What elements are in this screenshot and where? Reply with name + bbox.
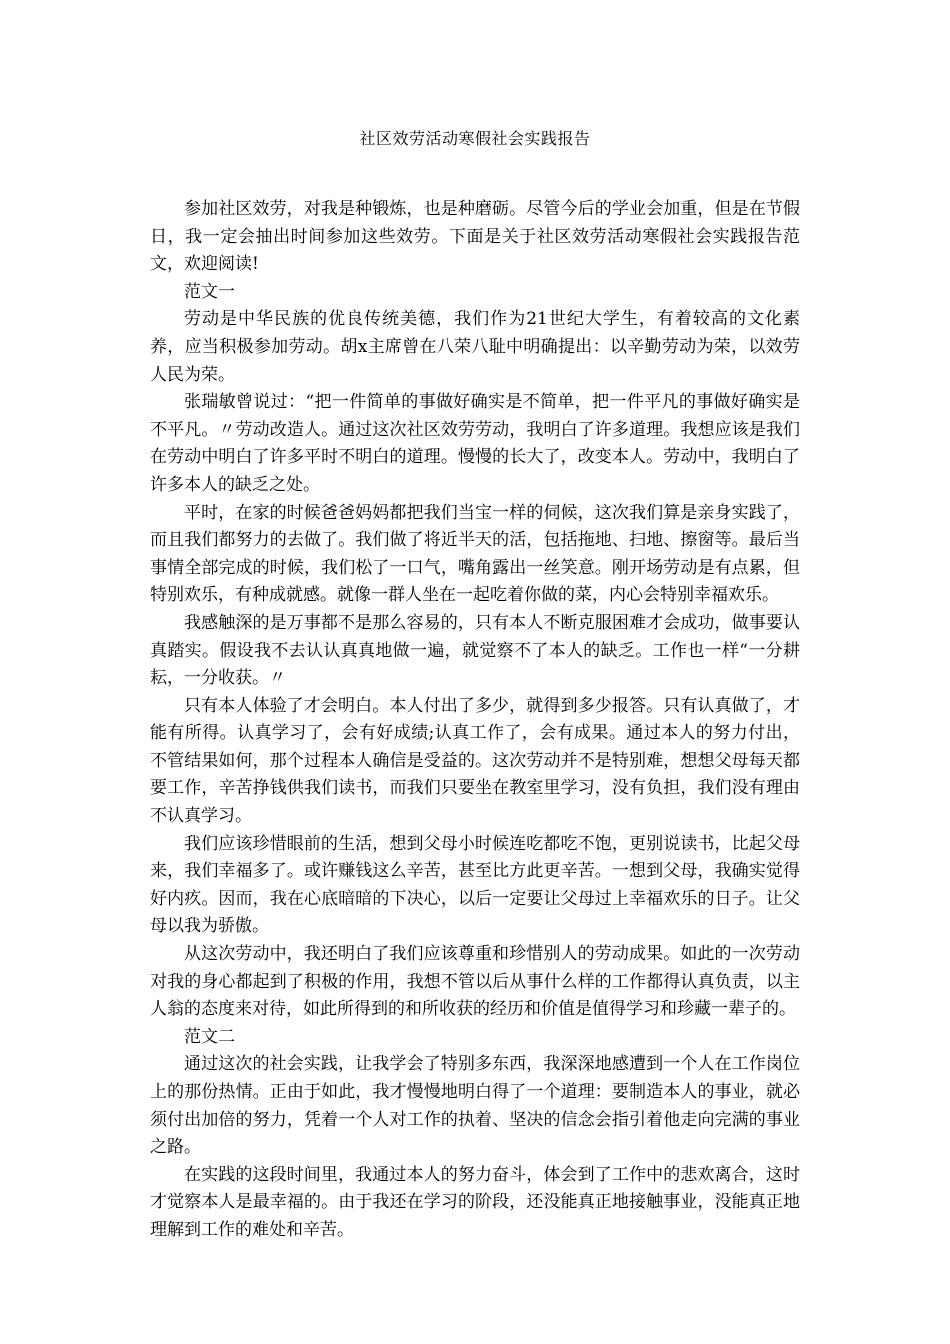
section-label-sample-two: 范文二 [184, 1026, 235, 1047]
body-paragraph: 通过这次的社会实践，让我学会了特别多东西，我深深地感遭到一个人在工作岗位上的那份热情。正由于如此，我才慢慢地明白得了一个道理：要制造本人的事业，就必须付出加倍的努力，凭着一个人对工作的执着、坚决的信念会指引着他走向完满的事业之路。 [150, 1054, 800, 1158]
body-paragraph: 张瑞敏曾说过：“把一件简单的事做好确实是不简单，把一件平凡的事做好确实是不平凡。〃劳动改造人。通过这次社区效劳劳动，我明白了许多道理。我想应该是我们在劳动中明白了许多平时不明白的道理。慢慢的长大了，改变本人。劳动中，我明白了许多本人的缺乏之处。 [150, 392, 800, 495]
body-paragraph: 平时，在家的时候爸爸妈妈都把我们当宝一样的伺候，这次我们算是亲身实践了，而且我们都努力的去做了。我们做了将近半天的活，包括拖地、扫地、擦窗等。最后当事情全部完成的时候，我们松了一口气，嘴角露出一丝笑意。刚开场劳动是有点累，但特别欢乐，有种成就感。就像一群人坐在一起吃着你做的菜，内心会特别幸福欢乐。 [150, 502, 800, 606]
body-paragraph: 劳动是中华民族的优良传统美德，我们作为21世纪大学生，有着较高的文化素养，应当积极参加劳动。胡x主席曾在八荣八耻中明确提出：以辛勤劳动为荣，以效劳人民为荣。 [150, 309, 800, 385]
section-label-sample-one: 范文一 [184, 281, 235, 302]
body-paragraph: 从这次劳动中，我还明白了我们应该尊重和珍惜别人的劳动成果。如此的一次劳动对我的身心都起到了积极的作用，我想不管以后从事什么样的工作都得认真负责，以主人翁的态度来对待，如此所得到的和所收获的经历和价值是值得学习和珍藏一辈子的。 [150, 944, 800, 1020]
body-paragraph: 我感触深的是万事都不是那么容易的，只有本人不断克服困难才会成功，做事要认真踏实。假设我不去认认真真地做一遍，就觉察不了本人的缺乏。工作也一样“一分耕耘，一分收获。〃 [150, 612, 800, 689]
intro-paragraph: 参加社区效劳，对我是种锻炼，也是种磨砺。尽管今后的学业会加重，但是在节假日，我一定会抽出时间参加这些效劳。下面是关于社区效劳活动寒假社会实践报告范文，欢迎阅读! [150, 199, 800, 275]
document-body [150, 196, 800, 1245]
body-paragraph: 在实践的这段时间里，我通过本人的努力奋斗，体会到了工作中的悲欢离合，这时才觉察本人是最幸福的。由于我还在学习的阶段，还没能真正地接触事业，没能真正地理解到工作的难处和辛苦。 [150, 1164, 800, 1240]
body-paragraph: 只有本人体验了才会明白。本人付出了多少，就得到多少报答。只有认真做了，才能有所得。认真学习了，会有好成绩;认真工作了，会有成果。通过本人的努力付出，不管结果如何，那个过程本人确信是受益的。这次劳动并不是特别难，想想父母每天都要工作，辛苦挣钱供我们读书，而我们只要坐在教室里学习，没有负担，我们没有理由不认真学习。 [150, 695, 800, 827]
body-paragraph: 我们应该珍惜眼前的生活，想到父母小时候连吃都吃不饱，更别说读书，比起父母来，我们幸福多了。或许赚钱这么辛苦，甚至比方此更辛苦。一想到父母，我确实觉得好内疚。因而，我在心底暗暗的下决心，以后一定要让父母过上幸福欢乐的日子。让父母以我为骄傲。 [150, 833, 800, 937]
document-title: 社区效劳活动寒假社会实践报告 [359, 129, 591, 148]
